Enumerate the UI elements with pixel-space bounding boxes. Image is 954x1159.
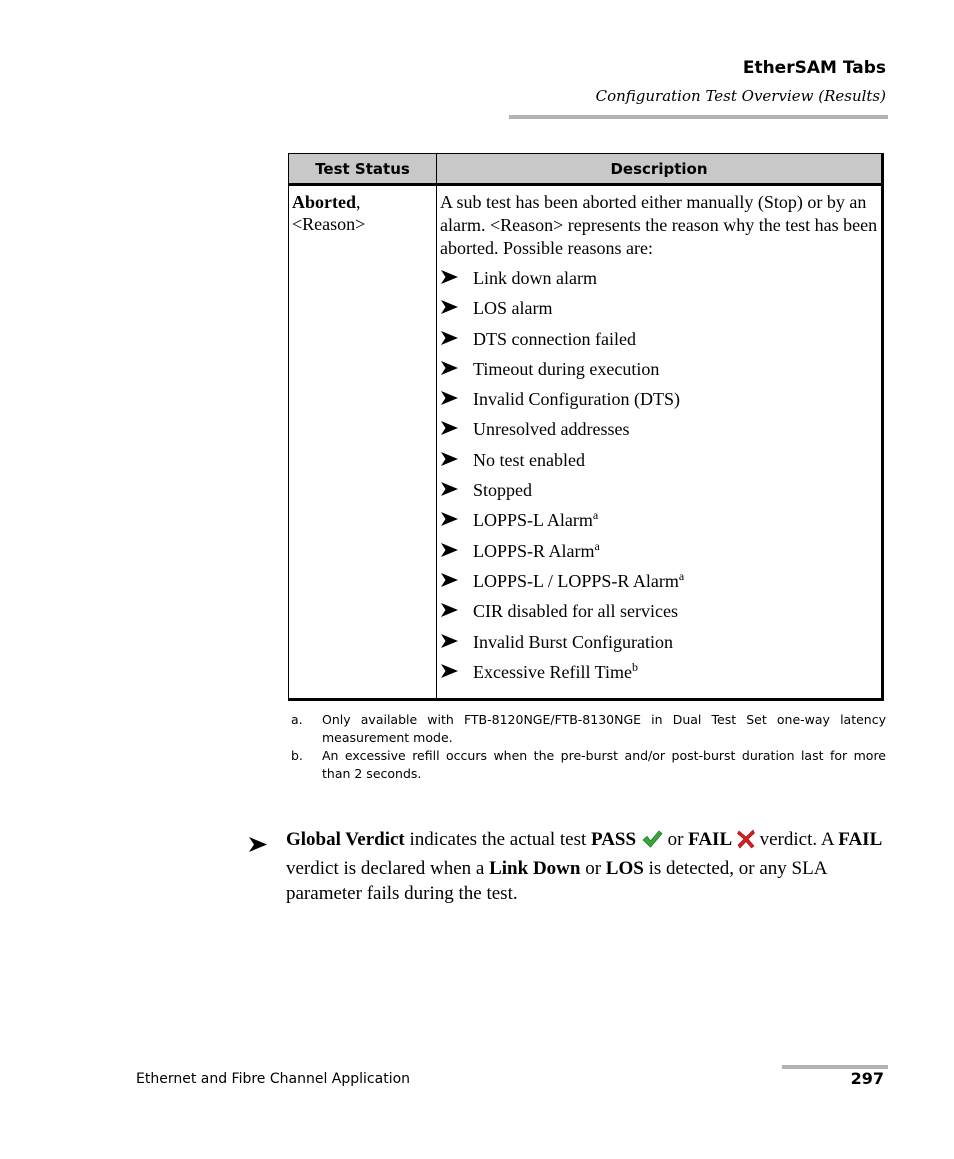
- bullet-arrow-icon: [441, 452, 458, 466]
- bullet-arrow-icon: [441, 300, 458, 314]
- reason-text: LOS alarm: [473, 298, 553, 319]
- bullet-arrow-icon: [441, 331, 458, 345]
- reason-text: Invalid Burst Configuration: [473, 631, 673, 652]
- reason-text: Link down alarm: [473, 268, 597, 288]
- column-header-test-status: Test Status: [289, 154, 437, 185]
- header-subtitle: Configuration Test Overview (Results): [595, 87, 886, 105]
- list-item: [440, 266, 879, 296]
- footnote-marker: b: [632, 659, 638, 674]
- footnote-marker: a: [678, 568, 685, 583]
- cross-icon: [737, 829, 755, 856]
- column-header-description: Description: [437, 154, 883, 185]
- list-item: [440, 478, 879, 508]
- table-header-row: [289, 154, 883, 185]
- list-item: [440, 539, 879, 569]
- footnote-marker: a: [592, 508, 599, 523]
- bullet-arrow-icon: [249, 834, 267, 849]
- table-row: [289, 185, 883, 700]
- list-item: [440, 569, 879, 599]
- status-reason: <Reason>: [292, 214, 366, 234]
- reason-text: LOPPS-L / LOPPS-R Alarm: [473, 570, 679, 591]
- list-item: [440, 417, 879, 447]
- bullet-arrow-icon: [441, 634, 458, 648]
- reason-text: No test enabled: [473, 449, 585, 470]
- footnote-b: [291, 747, 886, 783]
- bullet-arrow-icon: [441, 391, 458, 405]
- bullet-arrow-icon: [441, 270, 458, 284]
- reason-text: DTS connection failed: [473, 328, 636, 349]
- reason-text: Invalid Configuration (DTS): [473, 389, 680, 410]
- header-rule: [509, 115, 888, 119]
- verdict-text-part: or: [580, 858, 606, 879]
- list-item: [440, 448, 879, 478]
- footnote-a: [291, 711, 886, 747]
- los-label: LOS: [605, 858, 644, 879]
- link-down-label: Link Down: [489, 858, 581, 879]
- test-status-cell: [289, 185, 437, 700]
- status-name: Aborted: [292, 192, 356, 212]
- footnote-text: Only available with FTB-8120NGE/FTB-8130NGE in Dual Test Set one-way latency measurement mode.: [322, 712, 886, 745]
- reason-text: Stopped: [473, 480, 533, 501]
- description-cell: [437, 185, 883, 700]
- bullet-arrow-icon: [441, 664, 458, 678]
- reason-text: Timeout during execution: [473, 358, 660, 379]
- checkmark-icon: [641, 829, 663, 856]
- global-verdict-term: Global Verdict: [286, 829, 405, 850]
- footnote-label: a.: [291, 712, 303, 727]
- global-verdict-item: [249, 827, 889, 906]
- global-verdict-text: [286, 827, 889, 906]
- verdict-text-part: indicates the actual test: [404, 829, 591, 850]
- verdict-text-part: verdict. A: [754, 829, 839, 850]
- reason-text: Unresolved addresses: [473, 419, 630, 440]
- fail-label-2: FAIL: [838, 829, 883, 850]
- bullet-arrow-icon: [441, 512, 458, 526]
- bullet-arrow-icon: [441, 573, 458, 587]
- bullet-arrow-icon: [441, 421, 458, 435]
- pass-label: PASS: [591, 829, 637, 850]
- verdict-text-part: or: [662, 829, 689, 850]
- footer-document-title: Ethernet and Fibre Channel Application: [136, 1071, 411, 1087]
- list-item: [440, 660, 879, 690]
- fail-label: FAIL: [688, 829, 733, 850]
- list-item: [440, 327, 879, 357]
- reason-text: LOPPS-L Alarm: [473, 510, 593, 531]
- list-item: [440, 599, 879, 629]
- reason-text: Excessive Refill Time: [473, 661, 632, 682]
- bullet-arrow-icon: [441, 482, 458, 496]
- footnote-text: An excessive refill occurs when the pre-burst and/or post-burst duration last for more than 2 seconds.: [322, 748, 886, 781]
- list-item: [440, 630, 879, 660]
- description-text: A sub test has been aborted either manually (Stop) or by an alarm. <Reason> represents the reason why the test has been aborted. Possible reasons are:: [440, 192, 878, 258]
- page-number: 297: [850, 1069, 884, 1088]
- footnote-marker: a: [594, 538, 600, 553]
- list-item: [440, 508, 879, 538]
- verdict-text-part: verdict is declared when a: [286, 858, 490, 879]
- test-status-table: [288, 153, 884, 701]
- bullet-arrow-icon: [441, 543, 458, 557]
- reason-list: [440, 266, 879, 690]
- reason-text: LOPPS-R Alarm: [473, 540, 595, 561]
- list-item: [440, 296, 879, 326]
- header-title: EtherSAM Tabs: [742, 58, 886, 78]
- status-separator: ,: [356, 192, 361, 212]
- reason-text: CIR disabled for all services: [473, 601, 678, 622]
- list-item: [440, 387, 879, 417]
- bullet-arrow-icon: [441, 603, 458, 617]
- list-item: [440, 357, 879, 387]
- verdict-text-part: is detected, or any SLA parameter fails during the test.: [286, 858, 827, 904]
- footnote-label: b.: [291, 748, 303, 763]
- bullet-arrow-icon: [441, 361, 458, 375]
